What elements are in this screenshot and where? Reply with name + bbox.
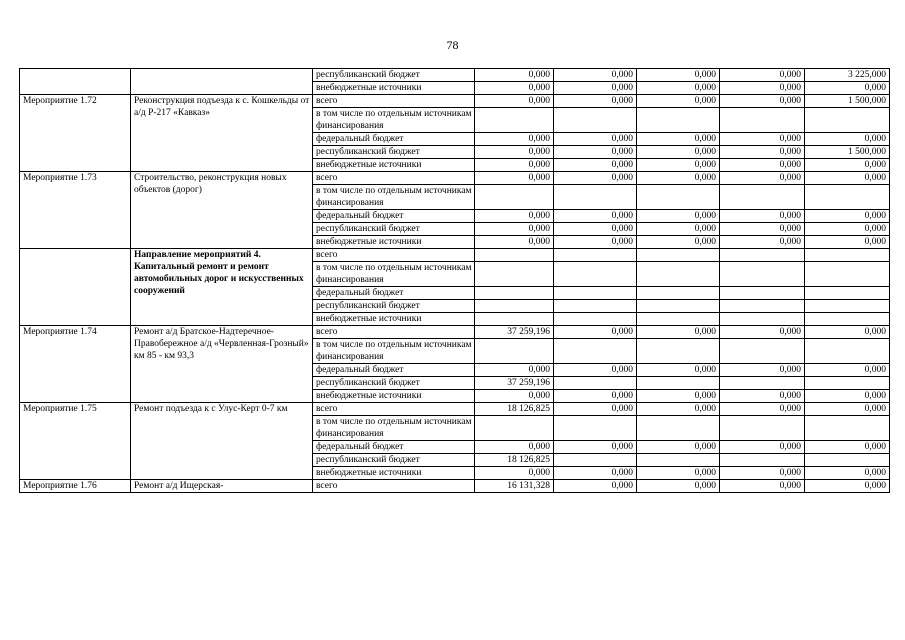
amount-cell: 0,000: [720, 390, 805, 403]
funding-source-cell: республиканский бюджет: [313, 377, 475, 390]
table-row: [20, 69, 890, 82]
amount-cell: 0,000: [805, 172, 890, 185]
amount-cell: 0,000: [805, 236, 890, 249]
amount-cell: [805, 108, 890, 133]
amount-cell: [637, 313, 720, 326]
amount-cell: [637, 416, 720, 441]
amount-cell: 0,000: [805, 364, 890, 377]
amount-cell: 0,000: [720, 172, 805, 185]
amount-cell: [805, 313, 890, 326]
funding-source-cell: внебюджетные источники: [313, 313, 475, 326]
amount-cell: [475, 249, 554, 262]
amount-cell: 37 259,196: [475, 326, 554, 339]
amount-cell: 3 225,000: [805, 69, 890, 82]
amount-cell: 0,000: [637, 146, 720, 159]
funding-source-cell: в том числе по отдельным источникам финансирования: [313, 108, 475, 133]
amount-cell: 0,000: [720, 82, 805, 95]
table-row: [20, 480, 890, 493]
amount-cell: [720, 339, 805, 364]
amount-cell: [475, 185, 554, 210]
amount-cell: 0,000: [554, 364, 637, 377]
amount-cell: 0,000: [475, 146, 554, 159]
event-id-cell: Мероприятие 1.73: [20, 172, 131, 249]
amount-cell: 0,000: [637, 159, 720, 172]
amount-cell: [554, 454, 637, 467]
amount-cell: 0,000: [720, 326, 805, 339]
amount-cell: 0,000: [475, 210, 554, 223]
amount-cell: 0,000: [637, 390, 720, 403]
amount-cell: [720, 416, 805, 441]
amount-cell: [805, 262, 890, 287]
amount-cell: [637, 108, 720, 133]
amount-cell: 0,000: [475, 159, 554, 172]
amount-cell: [554, 339, 637, 364]
funding-source-cell: федеральный бюджет: [313, 133, 475, 146]
amount-cell: 0,000: [475, 172, 554, 185]
table-row: [20, 172, 890, 185]
amount-cell: [475, 262, 554, 287]
amount-cell: [475, 108, 554, 133]
funding-source-cell: в том числе по отдельным источникам финансирования: [313, 262, 475, 287]
event-id-cell: [20, 69, 131, 95]
amount-cell: [554, 313, 637, 326]
funding-source-cell: в том числе по отдельным источникам финансирования: [313, 416, 475, 441]
event-name-cell: [131, 69, 313, 95]
amount-cell: 18 126,825: [475, 454, 554, 467]
amount-cell: 0,000: [554, 223, 637, 236]
page-number: 78: [446, 38, 459, 52]
event-id-cell: Мероприятие 1.74: [20, 326, 131, 403]
funding-source-cell: внебюджетные источники: [313, 82, 475, 95]
amount-cell: 0,000: [720, 146, 805, 159]
event-name-cell: Ремонт а/д Братское-Надтеречное-Правобережное а/д «Червленная-Грозный» км 85 - км 93,3: [131, 326, 313, 403]
amount-cell: 0,000: [554, 172, 637, 185]
amount-cell: 0,000: [554, 133, 637, 146]
funding-source-cell: всего: [313, 95, 475, 108]
amount-cell: [637, 185, 720, 210]
amount-cell: 16 131,328: [475, 480, 554, 493]
table-row: [20, 403, 890, 416]
amount-cell: 0,000: [637, 210, 720, 223]
amount-cell: 0,000: [475, 364, 554, 377]
amount-cell: 0,000: [805, 480, 890, 493]
amount-cell: [637, 300, 720, 313]
amount-cell: 0,000: [805, 441, 890, 454]
amount-cell: 0,000: [637, 172, 720, 185]
amount-cell: 0,000: [637, 403, 720, 416]
amount-cell: 0,000: [805, 82, 890, 95]
table-body: [20, 69, 890, 493]
funding-source-cell: республиканский бюджет: [313, 223, 475, 236]
amount-cell: [637, 287, 720, 300]
amount-cell: [637, 454, 720, 467]
amount-cell: 0,000: [720, 364, 805, 377]
amount-cell: 0,000: [637, 441, 720, 454]
amount-cell: [805, 287, 890, 300]
amount-cell: [637, 377, 720, 390]
funding-source-cell: республиканский бюджет: [313, 146, 475, 159]
funding-source-cell: в том числе по отдельным источникам финансирования: [313, 185, 475, 210]
amount-cell: [554, 185, 637, 210]
table-row: [20, 326, 890, 339]
amount-cell: [475, 339, 554, 364]
amount-cell: 0,000: [805, 467, 890, 480]
event-name-cell: Строительство, реконструкция новых объектов (дорог): [131, 172, 313, 249]
amount-cell: [720, 313, 805, 326]
amount-cell: [554, 287, 637, 300]
amount-cell: 0,000: [720, 133, 805, 146]
funding-source-cell: всего: [313, 249, 475, 262]
amount-cell: [720, 262, 805, 287]
amount-cell: 1 500,000: [805, 95, 890, 108]
table-row: [20, 249, 890, 262]
amount-cell: 0,000: [475, 390, 554, 403]
amount-cell: [637, 339, 720, 364]
amount-cell: 0,000: [805, 223, 890, 236]
amount-cell: 0,000: [637, 364, 720, 377]
amount-cell: [554, 249, 637, 262]
funding-source-cell: всего: [313, 480, 475, 493]
amount-cell: 0,000: [720, 403, 805, 416]
amount-cell: 0,000: [554, 467, 637, 480]
funding-source-cell: федеральный бюджет: [313, 364, 475, 377]
amount-cell: [805, 185, 890, 210]
amount-cell: [720, 287, 805, 300]
amount-cell: 0,000: [805, 326, 890, 339]
funding-source-cell: внебюджетные источники: [313, 467, 475, 480]
amount-cell: [805, 339, 890, 364]
amount-cell: 0,000: [720, 467, 805, 480]
funding-source-cell: федеральный бюджет: [313, 287, 475, 300]
amount-cell: 0,000: [554, 326, 637, 339]
table-row: [20, 95, 890, 108]
amount-cell: 0,000: [720, 210, 805, 223]
funding-source-cell: федеральный бюджет: [313, 441, 475, 454]
amount-cell: [720, 249, 805, 262]
amount-cell: 0,000: [637, 69, 720, 82]
amount-cell: 0,000: [720, 441, 805, 454]
amount-cell: 0,000: [720, 236, 805, 249]
amount-cell: 0,000: [554, 210, 637, 223]
amount-cell: 0,000: [475, 441, 554, 454]
funding-source-cell: республиканский бюджет: [313, 300, 475, 313]
amount-cell: [554, 262, 637, 287]
amount-cell: 0,000: [805, 210, 890, 223]
amount-cell: 0,000: [637, 480, 720, 493]
amount-cell: [475, 300, 554, 313]
funding-source-cell: внебюджетные источники: [313, 390, 475, 403]
amount-cell: 0,000: [475, 95, 554, 108]
amount-cell: 0,000: [637, 95, 720, 108]
amount-cell: [805, 249, 890, 262]
amount-cell: [805, 416, 890, 441]
event-id-cell: Мероприятие 1.76: [20, 480, 131, 493]
amount-cell: 0,000: [637, 133, 720, 146]
amount-cell: 0,000: [637, 223, 720, 236]
amount-cell: [805, 377, 890, 390]
amount-cell: [554, 377, 637, 390]
amount-cell: 0,000: [554, 159, 637, 172]
funding-source-cell: в том числе по отдельным источникам финансирования: [313, 339, 475, 364]
amount-cell: 0,000: [554, 390, 637, 403]
event-id-cell: [20, 249, 131, 326]
funding-source-cell: внебюджетные источники: [313, 159, 475, 172]
amount-cell: 18 126,825: [475, 403, 554, 416]
amount-cell: 0,000: [554, 82, 637, 95]
amount-cell: 0,000: [720, 69, 805, 82]
funding-source-cell: республиканский бюджет: [313, 454, 475, 467]
amount-cell: [475, 416, 554, 441]
event-name-cell: Ремонт подъезда к с Улус-Керт 0-7 км: [131, 403, 313, 480]
amount-cell: 0,000: [554, 480, 637, 493]
funding-source-cell: всего: [313, 172, 475, 185]
amount-cell: 0,000: [554, 69, 637, 82]
funding-source-cell: федеральный бюджет: [313, 210, 475, 223]
amount-cell: [720, 377, 805, 390]
funding-source-cell: внебюджетные источники: [313, 236, 475, 249]
amount-cell: 0,000: [475, 223, 554, 236]
amount-cell: 0,000: [805, 159, 890, 172]
amount-cell: [475, 287, 554, 300]
amount-cell: 0,000: [475, 82, 554, 95]
amount-cell: 0,000: [720, 95, 805, 108]
amount-cell: 0,000: [475, 133, 554, 146]
event-id-cell: Мероприятие 1.75: [20, 403, 131, 480]
amount-cell: [637, 249, 720, 262]
financing-table: [19, 68, 890, 493]
amount-cell: 0,000: [637, 236, 720, 249]
amount-cell: 0,000: [805, 403, 890, 416]
amount-cell: 0,000: [637, 326, 720, 339]
amount-cell: [805, 454, 890, 467]
amount-cell: [805, 300, 890, 313]
funding-source-cell: всего: [313, 403, 475, 416]
amount-cell: [720, 185, 805, 210]
amount-cell: [554, 108, 637, 133]
amount-cell: 0,000: [554, 95, 637, 108]
funding-source-cell: республиканский бюджет: [313, 69, 475, 82]
event-id-cell: Мероприятие 1.72: [20, 95, 131, 172]
amount-cell: 0,000: [637, 82, 720, 95]
event-name-cell: Направление мероприятий 4. Капитальный ремонт и ремонт автомобильных дорог и искусственных сооружений: [131, 249, 313, 326]
amount-cell: 0,000: [554, 441, 637, 454]
amount-cell: 0,000: [637, 467, 720, 480]
amount-cell: 0,000: [554, 403, 637, 416]
amount-cell: [720, 108, 805, 133]
amount-cell: [637, 262, 720, 287]
amount-cell: 0,000: [475, 467, 554, 480]
amount-cell: 0,000: [805, 390, 890, 403]
amount-cell: [720, 454, 805, 467]
amount-cell: 0,000: [720, 223, 805, 236]
amount-cell: 0,000: [475, 236, 554, 249]
amount-cell: 0,000: [720, 159, 805, 172]
amount-cell: [554, 416, 637, 441]
amount-cell: 0,000: [475, 69, 554, 82]
amount-cell: [554, 300, 637, 313]
event-name-cell: Реконструкция подъезда к с. Кошкельды от а/д Р-217 «Кавказ»: [131, 95, 313, 172]
amount-cell: 0,000: [720, 480, 805, 493]
amount-cell: [720, 300, 805, 313]
event-name-cell: Ремонт а/д Ищерская-: [131, 480, 313, 493]
amount-cell: 1 500,000: [805, 146, 890, 159]
amount-cell: 37 259,196: [475, 377, 554, 390]
amount-cell: [475, 313, 554, 326]
amount-cell: 0,000: [805, 133, 890, 146]
funding-source-cell: всего: [313, 326, 475, 339]
amount-cell: 0,000: [554, 146, 637, 159]
amount-cell: 0,000: [554, 236, 637, 249]
